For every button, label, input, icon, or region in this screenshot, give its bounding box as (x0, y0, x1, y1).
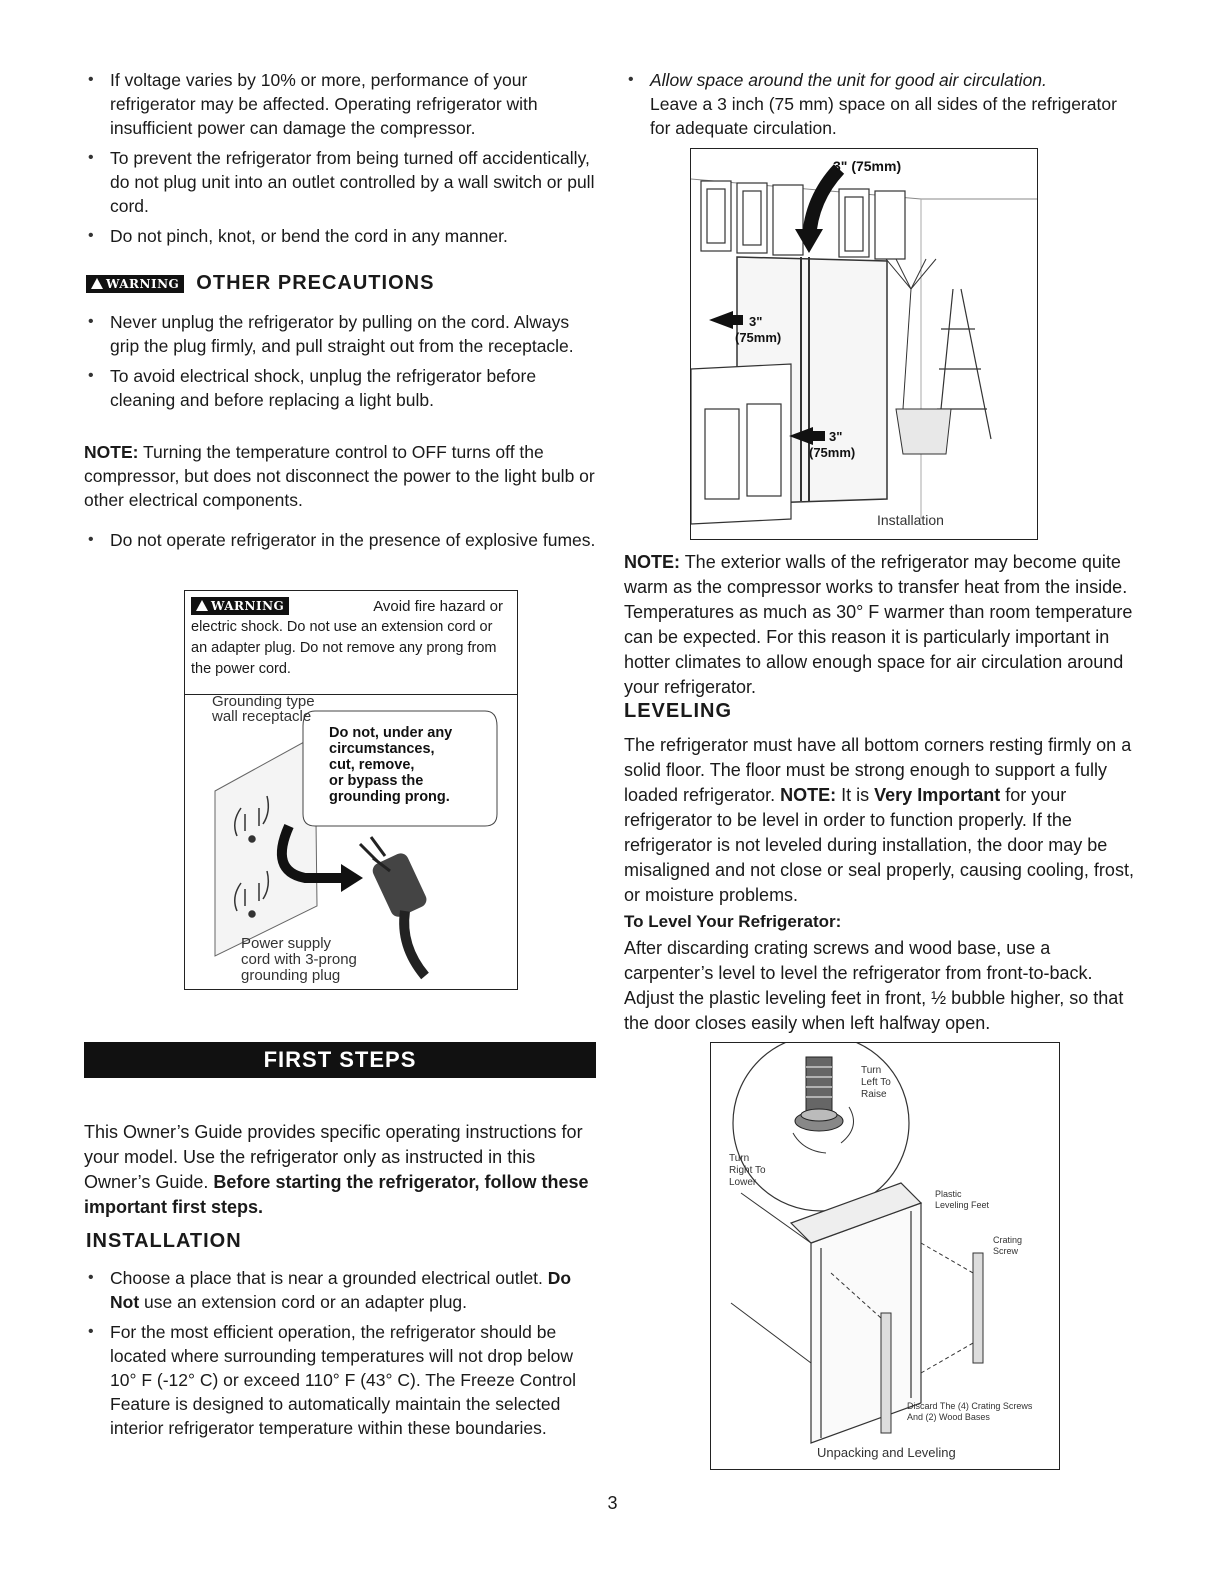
italic-lead: Allow space around the unit for good air circulation. (650, 70, 1047, 90)
callout-line: cut, remove, (329, 757, 415, 773)
turn-left-label: Turn (861, 1065, 882, 1076)
list-item: • Do not operate refrigerator in the presence of explosive fumes. (84, 528, 596, 552)
page-number: 3 (607, 1493, 618, 1513)
installation-illustration (691, 149, 1037, 539)
bucket-icon (896, 409, 951, 454)
list-item: • Do not pinch, knot, or bend the cord in any manner. (84, 224, 596, 248)
arrow-top-icon (809, 169, 839, 239)
list-item: • Choose a place that is near a grounded electrical outlet. Do Not use an extension cord or an adapter plug. (84, 1266, 596, 1314)
list-item: • Allow space around the unit for good air circulation. Leave a 3 inch (75 mm) space on all sides of the refrigerator for adequate circulation. (624, 68, 1124, 140)
list-item: • To avoid electrical shock, unplug the refrigerator before cleaning and before replacing a light bulb. (84, 364, 596, 412)
callout-line: or bypass the (329, 773, 424, 789)
label-top: 3" (75mm) (833, 158, 902, 174)
warning-lead: Avoid fire hazard or (373, 597, 503, 615)
wood-base (881, 1313, 891, 1433)
list-item: • For the most efficient operation, the refrigerator should be located where surrounding temperatures will not drop below 10° F (-12° C) or exceed 110° F (43° C). The Freeze Control Feature is designed to automatically maintain the selected interior refrigerator temperature within these boundaries. (84, 1320, 596, 1440)
wood-base (973, 1253, 983, 1363)
warning-text: electric shock. Do not use an extension cord or an adapter plug. Do not remove any prong from the power cord. (191, 619, 497, 677)
divider (185, 694, 517, 695)
installation-bullets (84, 1266, 596, 1446)
plug-label: Power supply (241, 935, 332, 952)
plastic-feet-label: Plastic (935, 1189, 962, 1199)
exterior-note: NOTE: The exterior walls of the refrigerator may become quite warm as the compressor works to transfer heat from the inside. Temperatures as much as 30° F warmer than room temperature can be expected. For this reason it is particularly important in hotter climates to allow enough space for air circulation around your refrigerator. (624, 552, 1133, 697)
list-item: • If voltage varies by 10% or more, performance of your refrigerator may be affected. Operating refrigerator with insufficient power can damage the compressor. (84, 68, 596, 140)
leveling-instructions: After discarding crating screws and wood base, use a carpenter’s level to level the refrigerator from front-to-back. Adjust the plastic leveling feet in front, ½ bubble higher, so that the door closes easily when left halfway open. (624, 938, 1124, 1033)
warning-triangle-icon (91, 278, 103, 289)
arrow-side-icon (709, 311, 733, 329)
plastic-feet-label: Leveling Feet (935, 1200, 990, 1210)
receptacle-label-2: wall receptacle (212, 708, 312, 725)
callout-line: circumstances, (329, 741, 435, 757)
precautions-bullets (84, 310, 596, 418)
refrigerator-base (791, 1183, 921, 1443)
crating-screw-label: Screw (993, 1246, 1019, 1256)
outlet-illustration (185, 696, 517, 988)
note-text: Turning the temperature control to OFF turns off the compressor, but does not disconnect the power to the light bulb or other electrical components. (84, 442, 595, 510)
leveling-heading: LEVELING (624, 700, 733, 722)
outlet-plate (215, 736, 317, 956)
list-item: • Never unplug the refrigerator by pulling on the cord. Always grip the plug firmly, and pull straight out from the receptacle. (84, 310, 596, 358)
turn-right-label: Turn (729, 1153, 750, 1164)
plug-icon (360, 837, 429, 976)
figure-caption: Installation (877, 512, 944, 528)
plug-label: grounding plug (241, 967, 341, 984)
warning-box-header (191, 597, 509, 680)
leveling-figure (710, 1042, 1060, 1470)
discard-label: And (2) Wood Bases (907, 1412, 990, 1422)
receptacle-label-1: Grounding type (212, 696, 315, 710)
fumes-bullet (84, 528, 596, 558)
label-side: (75mm) (735, 330, 782, 345)
crating-screw-label: Crating (993, 1235, 1023, 1245)
installation-heading: INSTALLATION (86, 1230, 242, 1252)
label-bottom: (75mm) (809, 445, 856, 460)
warning-box (184, 590, 518, 990)
figure-caption: Unpacking and Leveling (817, 1445, 956, 1460)
air-circulation-bullet (624, 68, 1124, 146)
first-steps-banner: FIRST STEPS (84, 1042, 596, 1078)
other-precautions-heading (86, 272, 434, 295)
turn-left-label: Raise (861, 1089, 887, 1100)
upper-cabinets (701, 181, 905, 259)
section-heading: OTHER PRECAUTIONS (196, 272, 435, 294)
warning-badge: WARNING (191, 597, 289, 615)
label-bottom: 3" (829, 429, 843, 444)
arrow-head-icon (341, 864, 363, 892)
discard-label: Discard The (4) Crating Screws (907, 1401, 1033, 1411)
warning-badge: WARNING (86, 275, 184, 293)
intro-bold: Before starting the refrigerator, follow these important first steps. (84, 1172, 589, 1217)
broom-icon (886, 259, 936, 409)
label-side: 3" (749, 314, 763, 329)
turn-left-label: Left To (861, 1077, 891, 1088)
leveling-paragraph: The refrigerator must have all bottom corners resting firmly on a solid floor. The floor must be strong enough to support a fully loaded refrigerator. NOTE: It is Very Important for your refrigerator to be level in order to function properly. If the refrigerator is not leveled during installation, the door may be misaligned and not close or seal properly, causing cooling, frost, or moisture problems. (624, 735, 1134, 905)
warning-triangle-icon (196, 600, 208, 611)
installation-figure (690, 148, 1038, 540)
callout-line: grounding prong. (329, 789, 450, 805)
leveling-illustration (711, 1043, 1059, 1469)
turn-right-label: Lower (729, 1177, 757, 1188)
callout-line: Do not, under any (329, 725, 453, 741)
list-item: • To prevent the refrigerator from being turned off accidentically, do not plug unit into an outlet controlled by a wall switch or pull cord. (84, 146, 596, 218)
power-bullets (84, 68, 596, 254)
note-label: NOTE: (84, 442, 139, 462)
plug-label: cord with 3-prong (241, 951, 357, 968)
to-level-subheading: To Level Your Refrigerator: (624, 912, 842, 931)
turn-right-label: Right To (729, 1165, 766, 1176)
note-paragraph (84, 440, 596, 512)
first-steps-intro: This Owner’s Guide provides specific operating instructions for your model. Use the refrigerator only as instructed in this Owner’s Guide. Before starting the refrigerator, follow these important first steps. (84, 1122, 589, 1217)
lower-cabinets (691, 364, 791, 524)
